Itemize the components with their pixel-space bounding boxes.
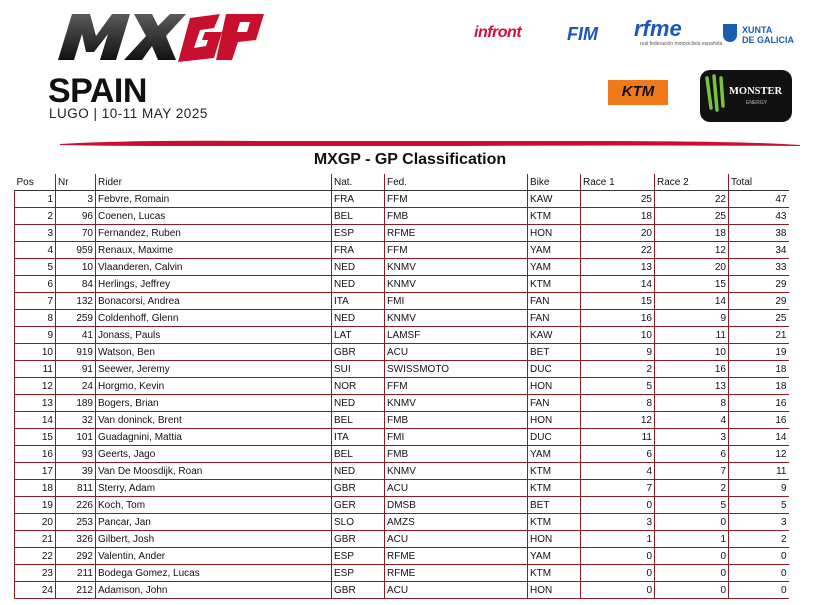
cell-race1: 11: [581, 429, 655, 446]
cell-race1: 13: [581, 259, 655, 276]
cell-race2: 0: [655, 514, 729, 531]
cell-total: 16: [729, 395, 789, 412]
cell-pos: 11: [15, 361, 56, 378]
cell-nr: 39: [56, 463, 96, 480]
cell-rider: Van doninck, Brent: [96, 412, 332, 429]
cell-nat: ESP: [332, 548, 385, 565]
cell-pos: 7: [15, 293, 56, 310]
cell-bike: HON: [528, 412, 581, 429]
cell-pos: 17: [15, 463, 56, 480]
cell-pos: 14: [15, 412, 56, 429]
table-row: [15, 276, 789, 293]
cell-bike: HON: [528, 582, 581, 599]
cell-fed: ACU: [385, 344, 528, 361]
cell-race2: 9: [655, 310, 729, 327]
cell-race1: 9: [581, 344, 655, 361]
cell-bike: YAM: [528, 548, 581, 565]
cell-total: 0: [729, 548, 789, 565]
cell-total: 12: [729, 446, 789, 463]
table-row: [15, 480, 789, 497]
table-row: [15, 548, 789, 565]
cell-rider: Watson, Ben: [96, 344, 332, 361]
cell-bike: KAW: [528, 191, 581, 208]
cell-rider: Febvre, Romain: [96, 191, 332, 208]
cell-nr: 253: [56, 514, 96, 531]
cell-race2: 0: [655, 565, 729, 582]
table-row: [15, 463, 789, 480]
cell-rider: Seewer, Jeremy: [96, 361, 332, 378]
header-rider: Rider: [96, 174, 332, 191]
cell-bike: KTM: [528, 565, 581, 582]
monster-logo-subtext: ENERGY: [746, 100, 768, 106]
cell-total: 3: [729, 514, 789, 531]
table-row: [15, 225, 789, 242]
cell-fed: DMSB: [385, 497, 528, 514]
ktm-logo-text: KTM: [621, 83, 655, 100]
cell-bike: YAM: [528, 242, 581, 259]
cell-fed: FMB: [385, 208, 528, 225]
cell-nat: FRA: [332, 242, 385, 259]
cell-bike: KTM: [528, 208, 581, 225]
cell-race2: 6: [655, 446, 729, 463]
cell-race1: 5: [581, 378, 655, 395]
table-row: [15, 191, 789, 208]
cell-pos: 10: [15, 344, 56, 361]
cell-race1: 2: [581, 361, 655, 378]
cell-rider: Horgmo, Kevin: [96, 378, 332, 395]
cell-rider: Gilbert, Josh: [96, 531, 332, 548]
cell-nr: 84: [56, 276, 96, 293]
cell-fed: FMB: [385, 446, 528, 463]
cell-nr: 326: [56, 531, 96, 548]
cell-nr: 24: [56, 378, 96, 395]
table-row: [15, 429, 789, 446]
cell-race1: 1: [581, 531, 655, 548]
cell-nat: NED: [332, 463, 385, 480]
cell-rider: Herlings, Jeffrey: [96, 276, 332, 293]
cell-race2: 15: [655, 276, 729, 293]
cell-fed: FMI: [385, 429, 528, 446]
cell-total: 38: [729, 225, 789, 242]
cell-nat: BEL: [332, 446, 385, 463]
cell-race2: 13: [655, 378, 729, 395]
cell-bike: YAM: [528, 446, 581, 463]
cell-nr: 70: [56, 225, 96, 242]
header-fed: Fed.: [385, 174, 528, 191]
cell-race1: 20: [581, 225, 655, 242]
cell-race2: 8: [655, 395, 729, 412]
rfme-subtitle: real federación motociclista española: [640, 41, 723, 47]
cell-race1: 8: [581, 395, 655, 412]
table-row: [15, 446, 789, 463]
cell-total: 43: [729, 208, 789, 225]
cell-race2: 20: [655, 259, 729, 276]
cell-total: 25: [729, 310, 789, 327]
cell-nr: 811: [56, 480, 96, 497]
cell-race2: 16: [655, 361, 729, 378]
cell-total: 18: [729, 361, 789, 378]
cell-race1: 6: [581, 446, 655, 463]
cell-nat: LAT: [332, 327, 385, 344]
cell-rider: Guadagnini, Mattia: [96, 429, 332, 446]
document-title: MXGP - GP Classification: [313, 151, 507, 168]
cell-nr: 32: [56, 412, 96, 429]
cell-rider: Coldenhoff, Glenn: [96, 310, 332, 327]
cell-bike: KAW: [528, 327, 581, 344]
cell-race1: 14: [581, 276, 655, 293]
cell-bike: HON: [528, 378, 581, 395]
cell-race1: 22: [581, 242, 655, 259]
cell-fed: FFM: [385, 242, 528, 259]
table-row: [15, 531, 789, 548]
cell-bike: DUC: [528, 429, 581, 446]
cell-fed: LAMSF: [385, 327, 528, 344]
cell-rider: Coenen, Lucas: [96, 208, 332, 225]
cell-nr: 212: [56, 582, 96, 599]
cell-nat: SUI: [332, 361, 385, 378]
cell-total: 29: [729, 276, 789, 293]
cell-total: 0: [729, 582, 789, 599]
cell-nr: 93: [56, 446, 96, 463]
cell-rider: Vlaanderen, Calvin: [96, 259, 332, 276]
cell-bike: KTM: [528, 463, 581, 480]
cell-race1: 15: [581, 293, 655, 310]
cell-nat: GBR: [332, 480, 385, 497]
cell-fed: SWISSMOTO: [385, 361, 528, 378]
cell-race1: 0: [581, 582, 655, 599]
cell-fed: KNMV: [385, 276, 528, 293]
cell-race2: 18: [655, 225, 729, 242]
cell-fed: FFM: [385, 191, 528, 208]
cell-race1: 18: [581, 208, 655, 225]
page-header: [0, 0, 820, 150]
cell-bike: FAN: [528, 293, 581, 310]
cell-race2: 4: [655, 412, 729, 429]
cell-pos: 19: [15, 497, 56, 514]
table-row: [15, 412, 789, 429]
cell-nr: 96: [56, 208, 96, 225]
cell-pos: 4: [15, 242, 56, 259]
cell-bike: KTM: [528, 276, 581, 293]
cell-race2: 5: [655, 497, 729, 514]
cell-race1: 0: [581, 565, 655, 582]
cell-nr: 101: [56, 429, 96, 446]
xunta-line2: DE GALICIA: [742, 35, 795, 45]
event-name: SPAIN: [48, 72, 147, 110]
cell-rider: Jonass, Pauls: [96, 327, 332, 344]
cell-bike: HON: [528, 531, 581, 548]
cell-pos: 3: [15, 225, 56, 242]
cell-nat: FRA: [332, 191, 385, 208]
cell-nr: 259: [56, 310, 96, 327]
table-row: [15, 344, 789, 361]
table-row: [15, 514, 789, 531]
cell-race1: 25: [581, 191, 655, 208]
cell-pos: 12: [15, 378, 56, 395]
cell-nr: 189: [56, 395, 96, 412]
cell-fed: RFME: [385, 548, 528, 565]
cell-race1: 4: [581, 463, 655, 480]
cell-pos: 24: [15, 582, 56, 599]
cell-race2: 3: [655, 429, 729, 446]
xunta-shield-icon: [723, 24, 737, 42]
cell-total: 47: [729, 191, 789, 208]
cell-fed: AMZS: [385, 514, 528, 531]
cell-bike: FAN: [528, 395, 581, 412]
table-row: [15, 293, 789, 310]
cell-nat: NED: [332, 395, 385, 412]
cell-pos: 5: [15, 259, 56, 276]
xunta-galicia-logo: [723, 24, 803, 48]
cell-fed: RFME: [385, 225, 528, 242]
table-row: [15, 208, 789, 225]
header-race2: Race 2: [655, 174, 729, 191]
cell-race2: 22: [655, 191, 729, 208]
cell-bike: KTM: [528, 480, 581, 497]
cell-total: 34: [729, 242, 789, 259]
header-race1: Race 1: [581, 174, 655, 191]
table-header-row: [15, 174, 789, 191]
table-row: [15, 310, 789, 327]
cell-nr: 959: [56, 242, 96, 259]
cell-nr: 41: [56, 327, 96, 344]
header-pos: Pos: [15, 174, 56, 191]
xunta-line1: XUNTA: [742, 25, 773, 35]
cell-total: 2: [729, 531, 789, 548]
cell-nat: NED: [332, 276, 385, 293]
cell-nr: 10: [56, 259, 96, 276]
cell-fed: ACU: [385, 582, 528, 599]
cell-total: 9: [729, 480, 789, 497]
cell-rider: Koch, Tom: [96, 497, 332, 514]
cell-nat: BEL: [332, 208, 385, 225]
cell-nat: ESP: [332, 565, 385, 582]
cell-nat: ESP: [332, 225, 385, 242]
cell-bike: DUC: [528, 361, 581, 378]
rfme-logo: rfme: [634, 16, 682, 41]
cell-fed: RFME: [385, 565, 528, 582]
cell-rider: Renaux, Maxime: [96, 242, 332, 259]
cell-bike: BET: [528, 497, 581, 514]
cell-total: 18: [729, 378, 789, 395]
cell-nat: GBR: [332, 531, 385, 548]
header-bike: Bike: [528, 174, 581, 191]
cell-nat: NED: [332, 310, 385, 327]
cell-race1: 0: [581, 548, 655, 565]
cell-race2: 11: [655, 327, 729, 344]
cell-nat: GER: [332, 497, 385, 514]
cell-total: 5: [729, 497, 789, 514]
cell-nr: 292: [56, 548, 96, 565]
cell-pos: 22: [15, 548, 56, 565]
cell-fed: KNMV: [385, 463, 528, 480]
monster-energy-logo: [700, 70, 792, 122]
cell-rider: Fernandez, Ruben: [96, 225, 332, 242]
table-row: [15, 242, 789, 259]
cell-race2: 12: [655, 242, 729, 259]
infront-logo: infront: [474, 24, 522, 41]
cell-bike: YAM: [528, 259, 581, 276]
cell-race1: 16: [581, 310, 655, 327]
red-brush-divider: [60, 138, 800, 148]
cell-race1: 0: [581, 497, 655, 514]
fim-logo: FIM: [567, 24, 598, 44]
cell-total: 0: [729, 565, 789, 582]
cell-pos: 21: [15, 531, 56, 548]
cell-rider: Adamson, John: [96, 582, 332, 599]
cell-total: 11: [729, 463, 789, 480]
cell-pos: 9: [15, 327, 56, 344]
cell-nat: NED: [332, 259, 385, 276]
cell-total: 33: [729, 259, 789, 276]
cell-rider: Pancar, Jan: [96, 514, 332, 531]
cell-rider: Geerts, Jago: [96, 446, 332, 463]
table-row: [15, 378, 789, 395]
header-total: Total: [729, 174, 789, 191]
table-row: [15, 497, 789, 514]
cell-nr: 132: [56, 293, 96, 310]
cell-nr: 919: [56, 344, 96, 361]
table-row: [15, 361, 789, 378]
table-row: [15, 395, 789, 412]
table-row: [15, 565, 789, 582]
cell-nat: ITA: [332, 429, 385, 446]
cell-race2: 0: [655, 582, 729, 599]
cell-pos: 2: [15, 208, 56, 225]
cell-bike: BET: [528, 344, 581, 361]
cell-pos: 18: [15, 480, 56, 497]
cell-total: 21: [729, 327, 789, 344]
cell-nat: BEL: [332, 412, 385, 429]
cell-race1: 12: [581, 412, 655, 429]
cell-nat: SLO: [332, 514, 385, 531]
cell-total: 14: [729, 429, 789, 446]
cell-race2: 7: [655, 463, 729, 480]
cell-total: 29: [729, 293, 789, 310]
cell-pos: 6: [15, 276, 56, 293]
cell-pos: 23: [15, 565, 56, 582]
cell-bike: FAN: [528, 310, 581, 327]
cell-rider: Van De Moosdijk, Roan: [96, 463, 332, 480]
cell-nr: 3: [56, 191, 96, 208]
ktm-logo: [608, 80, 668, 105]
cell-total: 19: [729, 344, 789, 361]
cell-race2: 2: [655, 480, 729, 497]
cell-fed: ACU: [385, 531, 528, 548]
cell-fed: KNMV: [385, 395, 528, 412]
cell-fed: FFM: [385, 378, 528, 395]
table-row: [15, 259, 789, 276]
cell-pos: 16: [15, 446, 56, 463]
monster-logo-text: MONSTER: [729, 86, 783, 97]
cell-race2: 25: [655, 208, 729, 225]
cell-fed: FMB: [385, 412, 528, 429]
cell-total: 16: [729, 412, 789, 429]
cell-rider: Bodega Gomez, Lucas: [96, 565, 332, 582]
cell-race2: 1: [655, 531, 729, 548]
cell-bike: KTM: [528, 514, 581, 531]
classification-table: [14, 174, 789, 599]
cell-rider: Bonacorsi, Andrea: [96, 293, 332, 310]
cell-fed: FMI: [385, 293, 528, 310]
header-nat: Nat.: [332, 174, 385, 191]
cell-race2: 14: [655, 293, 729, 310]
cell-race2: 0: [655, 548, 729, 565]
cell-race2: 10: [655, 344, 729, 361]
cell-pos: 8: [15, 310, 56, 327]
cell-pos: 20: [15, 514, 56, 531]
table-row: [15, 582, 789, 599]
cell-nr: 226: [56, 497, 96, 514]
cell-race1: 7: [581, 480, 655, 497]
cell-fed: KNMV: [385, 310, 528, 327]
cell-pos: 13: [15, 395, 56, 412]
cell-rider: Valentin, Ander: [96, 548, 332, 565]
cell-rider: Bogers, Brian: [96, 395, 332, 412]
cell-rider: Sterry, Adam: [96, 480, 332, 497]
cell-pos: 1: [15, 191, 56, 208]
cell-nr: 211: [56, 565, 96, 582]
cell-pos: 15: [15, 429, 56, 446]
cell-nat: GBR: [332, 344, 385, 361]
cell-race1: 10: [581, 327, 655, 344]
event-date: LUGO | 10-11 MAY 2025: [49, 106, 208, 121]
header-nr: Nr: [56, 174, 96, 191]
table-row: [15, 327, 789, 344]
cell-nat: ITA: [332, 293, 385, 310]
cell-fed: KNMV: [385, 259, 528, 276]
cell-race1: 3: [581, 514, 655, 531]
cell-fed: ACU: [385, 480, 528, 497]
cell-nat: NOR: [332, 378, 385, 395]
mxgp-logo: [50, 8, 270, 68]
cell-bike: HON: [528, 225, 581, 242]
cell-nat: GBR: [332, 582, 385, 599]
cell-nr: 91: [56, 361, 96, 378]
